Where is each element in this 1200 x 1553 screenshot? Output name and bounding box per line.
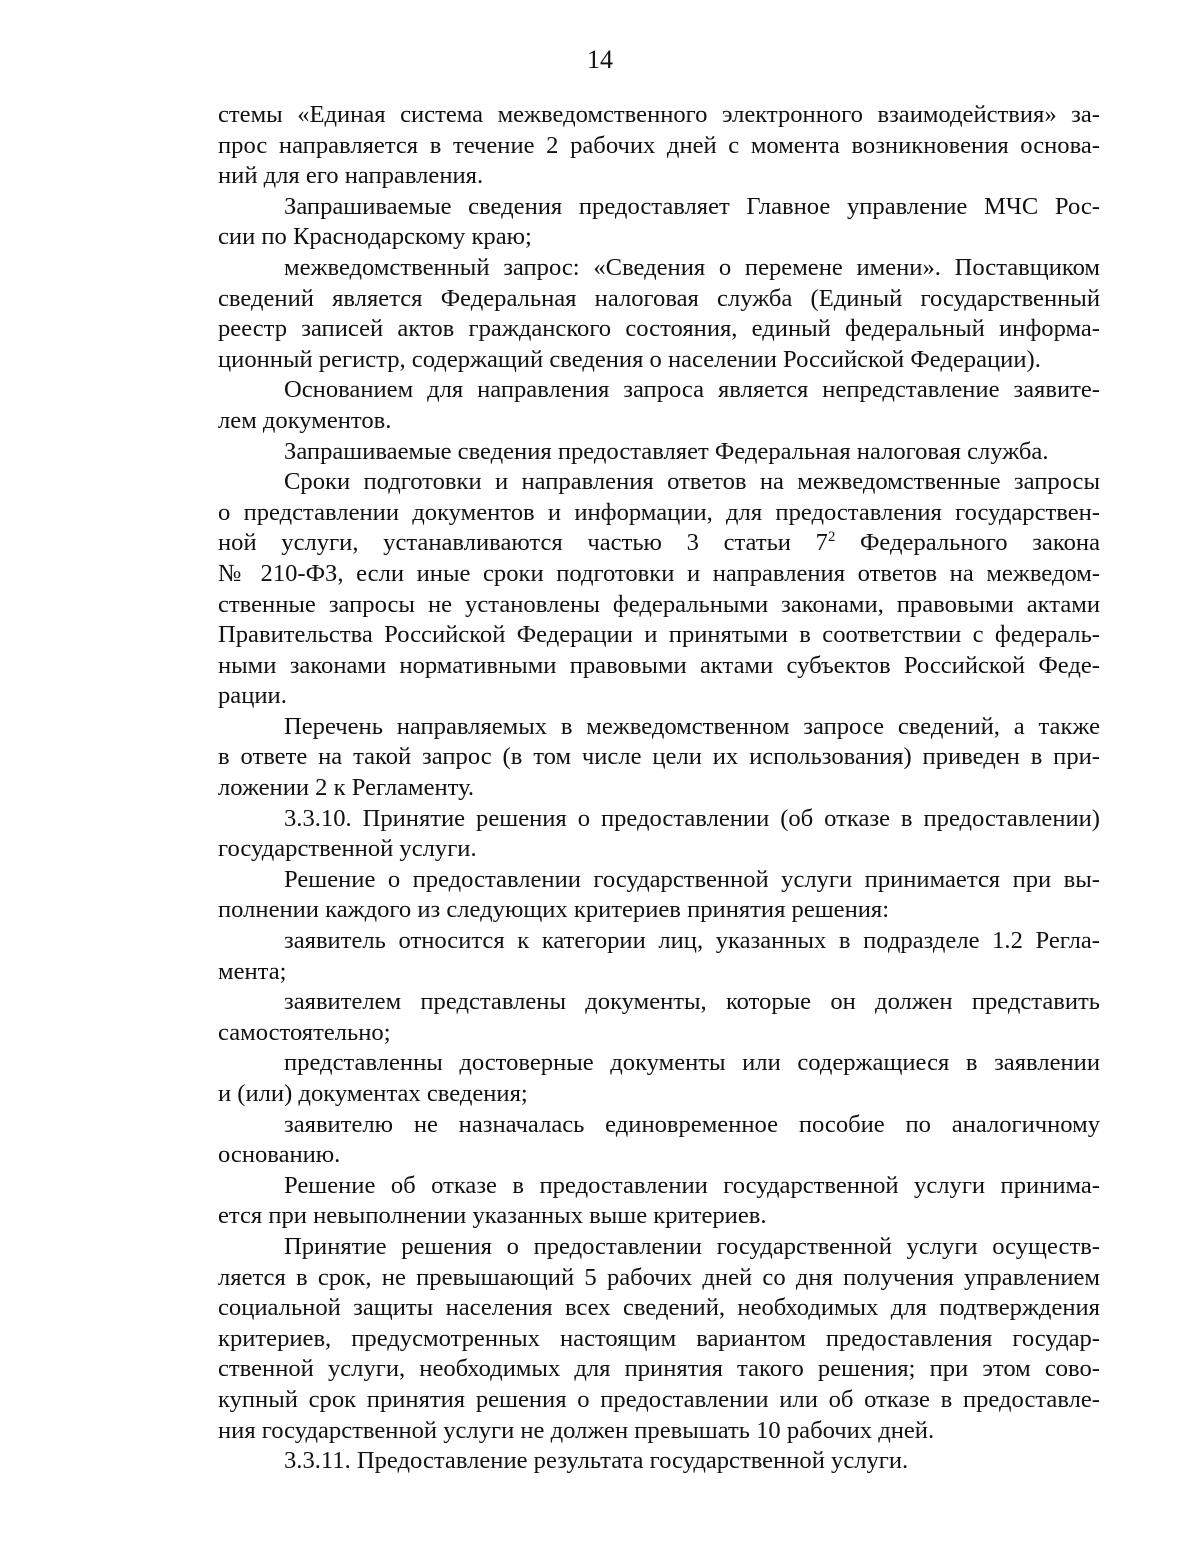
text-line: и (или) документах сведения; — [218, 1080, 528, 1107]
text-line: ными законами нормативными правовыми актами субъектов Российской Феде- — [218, 651, 1100, 679]
text-line: о представлении документов и информации, для предоставления государствен- — [218, 498, 1100, 526]
page-number: 14 — [587, 45, 613, 74]
text-line: заявителю не назначалась единовременное пособие по аналогичному — [284, 1110, 1100, 1138]
text-line: ложении 2 к Регламенту. — [218, 774, 475, 802]
text-line: социальной защиты населения всех сведений, необходимых для подтверждения — [218, 1294, 1100, 1322]
text-line: Основанием для направления запроса является непредставление заявите- — [284, 376, 1100, 404]
text-line: ний для его направления. — [218, 162, 484, 190]
text-line: ственной услуги, необходимых для принятия такого решения; при этом сово- — [218, 1355, 1100, 1383]
text-line: рации. — [218, 682, 287, 710]
superscript: 2 — [827, 529, 836, 546]
text-line: купный срок принятия решения о предоставлении или об отказе в предоставле- — [218, 1385, 1100, 1413]
text-line: Решение о предоставлении государственной услуги принимается при вы- — [284, 865, 1100, 893]
text-line: сии по Краснодарскому краю; — [218, 223, 532, 251]
text-line: заявителем представлены документы, которые он должен представить — [284, 988, 1100, 1016]
text-line: Запрашиваемые сведения предоставляет Федеральная налоговая служба. — [284, 437, 1049, 465]
text-line: государственной услуги. — [218, 835, 477, 863]
text-line: ционный регистр, содержащий сведения о населении Российской Федерации). — [218, 345, 1041, 373]
document-body — [218, 100, 1100, 1477]
text-line — [218, 528, 1100, 559]
text-line: Решение об отказе в предоставлении государственной услуги принима- — [284, 1171, 1100, 1199]
text-line: 3.3.10. Принятие решения о предоставлении (об отказе в предоставлении) — [284, 804, 1100, 832]
text-line: прос направляется в течение 2 рабочих дней с момента возникновения основа- — [218, 131, 1100, 159]
text-line: заявитель относится к категории лиц, указанных в подразделе 1.2 Регла- — [284, 927, 1100, 955]
text-line: самостоятельно; — [218, 1018, 391, 1046]
text-line-part: ной услуги, устанавливаются частью 3 статьи 7 — [218, 529, 828, 557]
text-line: мента; — [218, 957, 287, 985]
text-line: ственные запросы не установлены федеральными законами, правовыми актами — [218, 590, 1100, 618]
text-line: № 210-ФЗ, если иные сроки подготовки и направления ответов на межведом- — [218, 559, 1100, 587]
text-line-part: Федерального закона — [835, 529, 1100, 557]
text-line: критериев, предусмотренных настоящим вариантом предоставления государ- — [218, 1324, 1100, 1352]
text-line: ется при невыполнении указанных выше критериев. — [218, 1202, 767, 1230]
text-line: реестр записей актов гражданского состояния, единый федеральный информа- — [218, 315, 1100, 343]
text-line: стемы «Единая система межведомственного электронного взаимодействия» за- — [218, 101, 1100, 128]
text-line: основанию. — [218, 1141, 341, 1169]
text-line: Перечень направляемых в межведомственном запросе сведений, а также — [284, 712, 1100, 740]
text-line: ляется в срок, не превышающий 5 рабочих дней со дня получения управлением — [218, 1263, 1100, 1291]
text-line: Принятие решения о предоставлении государственной услуги осуществ- — [284, 1232, 1100, 1260]
text-line: Сроки подготовки и направления ответов на межведомственные запросы — [284, 468, 1100, 496]
text-line: Запрашиваемые сведения предоставляет Главное управление МЧС Рос- — [284, 192, 1100, 220]
text-line: лем документов. — [218, 406, 392, 434]
text-line: 3.3.11. Предоставление результата государственной услуги. — [284, 1447, 909, 1475]
text-line: полнении каждого из следующих критериев принятия решения: — [218, 896, 890, 924]
text-line: представленны достоверные документы или содержащиеся в заявлении — [284, 1049, 1100, 1077]
text-line: сведений является Федеральная налоговая служба (Единый государственный — [218, 284, 1100, 312]
text-line: ния государственной услуги не должен превышать 10 рабочих дней. — [218, 1416, 935, 1444]
text-line: в ответе на такой запрос (в том числе цели их использования) приведен в при- — [218, 743, 1100, 771]
text-line: Правительства Российской Федерации и принятыми в соответствии с федераль- — [218, 621, 1100, 649]
text-line: межведомственный запрос: «Сведения о перемене имени». Поставщиком — [284, 253, 1100, 281]
